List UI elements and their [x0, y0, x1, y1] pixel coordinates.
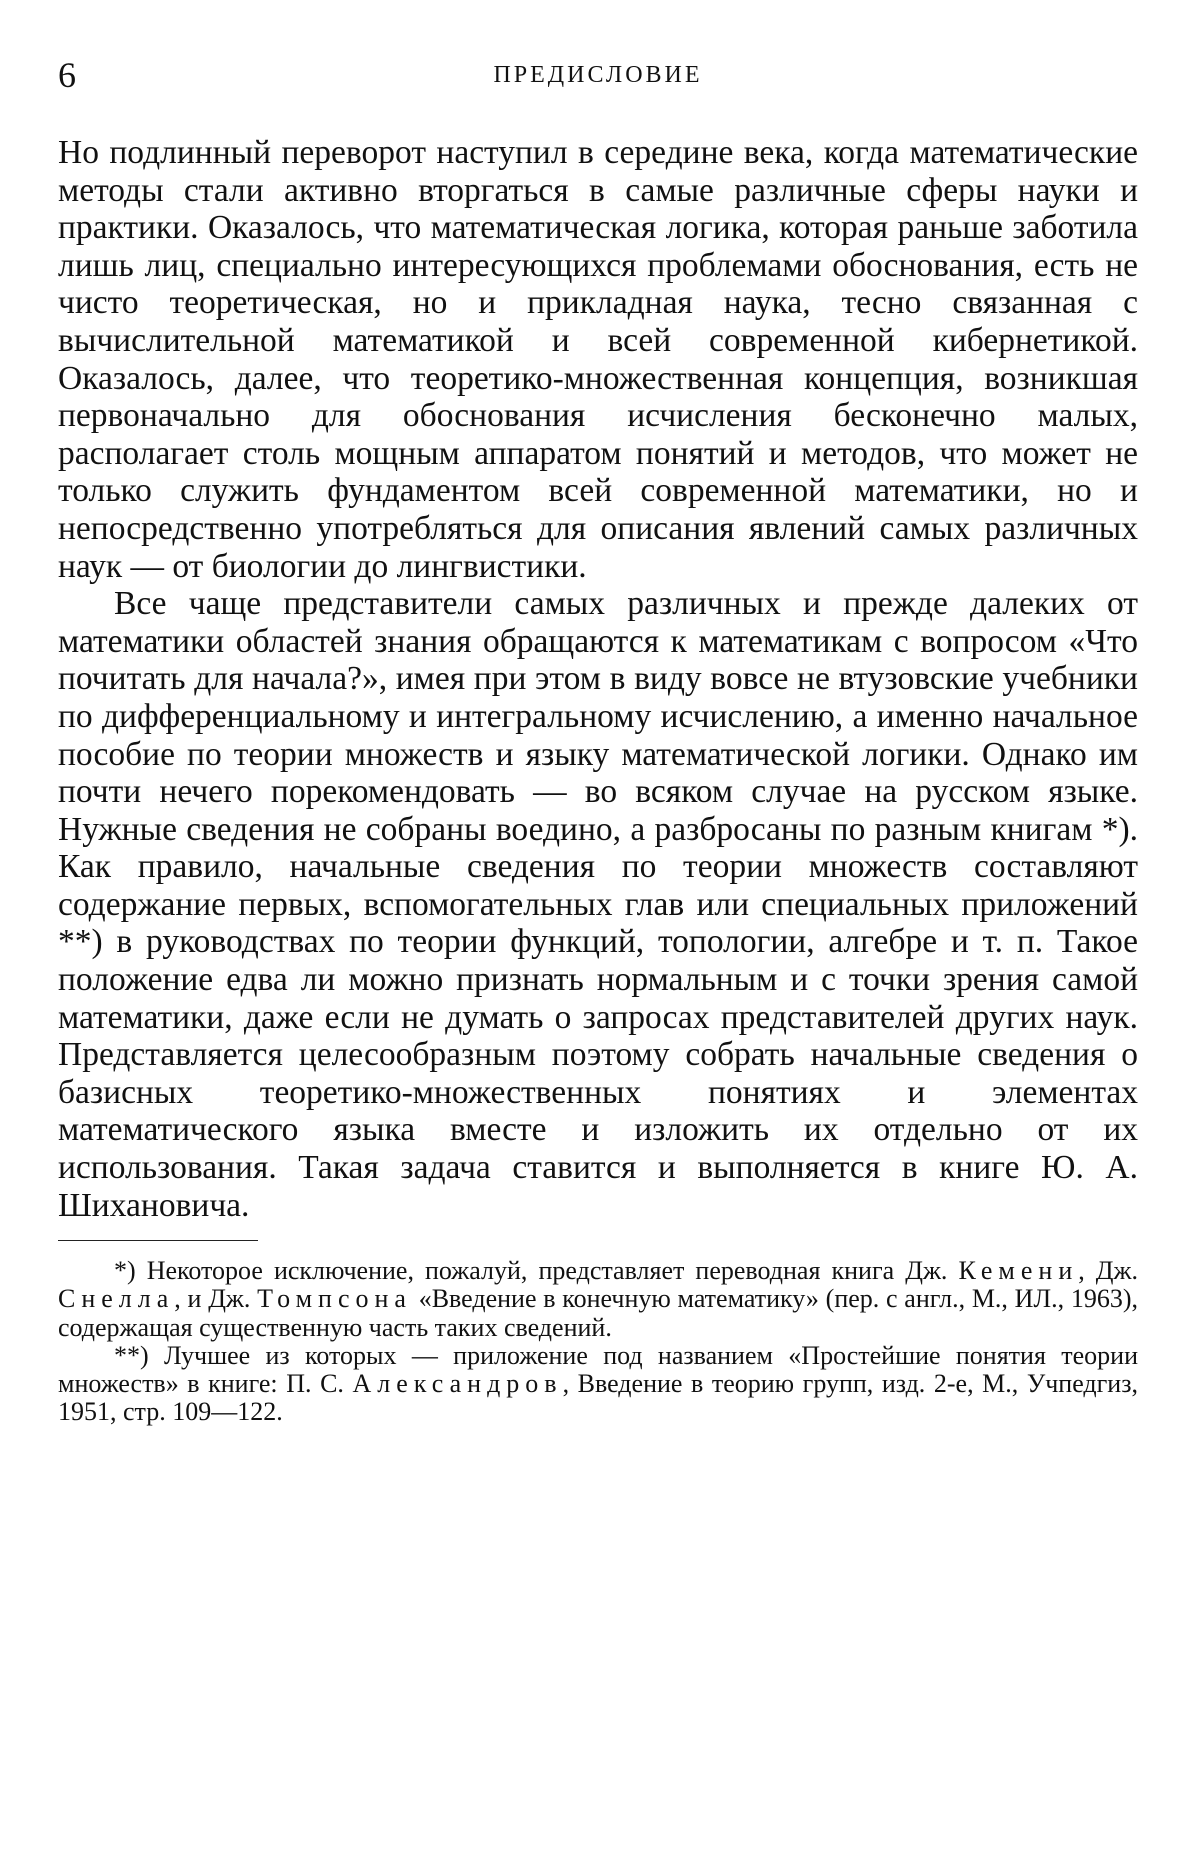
footnote-2: [58, 1342, 1138, 1427]
footnote-2-text: **) Лучшее из которых — приложение под названием «Простейшие понятия теории множеств» в книге: П. С.: [58, 1340, 1138, 1399]
footnote-1-sep-1: , Дж.: [1078, 1256, 1139, 1286]
footnote-1-rest: «Введение в конечную математику» (пер. с англ., М., ИЛ., 1963), содержащая существенную часть таких сведений.: [58, 1284, 1138, 1342]
paragraph-2: Все чаще представители самых различных и прежде далеких от математики областей знания обращаются к математикам с вопросом «Что почитать для начала?», имея при этом в виду вовсе не втузовские учебники по дифференциальному и интегральному исчислению, а именно начальное пособие по теории множеств и языку математической логики. Однако им почти нечего порекомендовать — во всяком случае на русском языке. Нужные сведения не собраны воедино, а разбросаны по разным книгам *). Как правило, начальные сведения по теории множеств составляют содержание первых, вспомогательных глав или специальных приложений **) в руководствах по теории функций, топологии, алгебре и т. п. Такое положение едва ли можно признать нормальным и с точки зрения самой математики, даже если не думать о запросах представителей других наук. Представляется целесообразным поэтому собрать начальные сведения о базисных теоретико-множественных понятиях и элементах математического языка вместе и изложить их отдельно от их использования. Такая задача ставится и выполняется в книге Ю. А. Шихановича.: [58, 585, 1138, 1224]
footnotes: [58, 1257, 1138, 1426]
footnote-1-text: *) Некоторое исключение, пожалуй, представляет переводная книга Дж.: [114, 1256, 959, 1286]
body-text: [58, 134, 1138, 1224]
footnote-2-author-aleksandrov: Александров: [352, 1369, 563, 1399]
header-title: ПРЕДИСЛОВИЕ: [493, 62, 703, 88]
footnote-separator: [58, 1240, 258, 1241]
footnote-1-author-kemeny: Кемени: [958, 1256, 1079, 1286]
book-page: [58, 44, 1138, 1426]
running-head: [58, 44, 1138, 104]
paragraph-1: Но подлинный переворот наступил в середине века, когда математические методы стали активно вторгаться в самые различные сферы науки и практики. Оказалось, что математическая логика, которая раньше заботила лишь лиц, специально интересующихся проблемами обоснования, есть не чисто теоретическая, но и прикладная наука, тесно связанная с вычислительной математикой и всей современной кибернетикой. Оказалось, далее, что теоретико-множественная концепция, возникшая первоначально для обоснования исчисления бесконечно малых, располагает столь мощным аппаратом понятий и методов, что может не только служить фундаментом всей современной математики, но и непосредственно употребляться для описания явлений самых различных наук — от биологии до лингвистики.: [58, 134, 1138, 585]
footnote-1-author-thompson: Томпсона: [257, 1284, 412, 1314]
page-number: 6: [58, 55, 76, 95]
footnote-1-sep-2: , и Дж.: [174, 1284, 258, 1314]
footnote-1-author-snell: Снелла: [58, 1284, 175, 1314]
footnote-2-rest: , Введение в теорию групп, изд. 2-е, М., Учпедгиз, 1951, стр. 109—122.: [58, 1369, 1138, 1427]
footnote-1: [58, 1257, 1138, 1342]
